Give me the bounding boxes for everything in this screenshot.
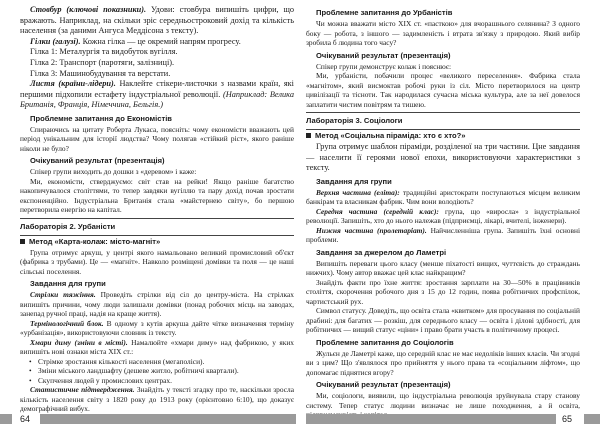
task-step-elite: Верхня частина (еліта): традиційні аристократи поступаються місцем великим банкірам та власникам фабрик. Чим вони володіють? (306, 187, 580, 207)
problem-text-sociologists: Жульєн де Ламетрі каже, що середній клас не має недоліків інших класів. Чи згодні ви з цим? Що з'являлося про прийняття у нього права та «соціальним ліфтом», що допомагає піднятися вгору? (306, 348, 580, 377)
section-divider (20, 235, 294, 236)
branch-item-1: Гілка 1: Металургія та видобуток вугілля. (30, 47, 178, 57)
problem-text-economists: Спираючись на цитату Роберта Лукаса, поясніть: чому економісти вважають цей період унікальним для історії людства? Чому полягав «стійкий ріст», якого раніше ніколи не було? (20, 124, 294, 153)
left-page-content (20, 5, 294, 414)
source-task-text-3: Символ статусу. Доведіть, що освіта стала «квитком» для просування по соціальній драбині: для багатих — розкіш, для середнього класу — освіта і ділові здібності, для робітничих — вищий статус «ціни» і право брати участь в політичному процесі. (306, 306, 580, 335)
bullet-item: • Стрімке зростання кількості населення (мегаполіси). (29, 356, 205, 366)
problem-heading-economists: Проблемне запитання до Економістів (30, 113, 172, 123)
task-step-arrows: Стрілки тяжіння. Проведіть стрілки від сіл до центру-міста. На стрілках випишіть причини, чому люди залишали домівки (понад робочих місць на заводах, занепад ручної праці, надія на краще життя). (20, 290, 294, 319)
problem-heading-urbanists: Проблемне запитання до Урбаністів (316, 8, 453, 17)
page-number-left: 64 (20, 414, 31, 424)
source-task-text-1: Випишіть переваги цього класу (менше піхатості вищих, чуттєвість до страждань нижчих). Чому автор вважає цей клас найкращим? (306, 258, 580, 278)
bullet-dot-icon: • (29, 356, 32, 366)
lab-title-urbanists: Лабораторія 2. Урбаністи (20, 221, 116, 231)
method-heading-urbanists: Метод «Карта-колаж: місто-магніт» (20, 237, 294, 247)
footer-bar (584, 414, 600, 424)
method-text-urbanists: Група отримує аркуш, у центрі якого намальовано великий промисловий об'єкт (фабрика з трубами). Це — «магніт». Навколо розміщені домівки та поля — це наші сільські поселення. (20, 247, 294, 276)
task-step-smoke-clouds: Хмари диму (зміни в місті). Намалюйте «хмари диму» над фабрикою, у яких випишіть нові ознаки міста XIX ст.: (20, 337, 294, 357)
task-step-proletariat: Нижня частина (пролетаріат). Найчисленніша група. Запишіть їхні основні проблеми. (306, 225, 580, 245)
task-heading-sociologists: Завдання для групи (316, 176, 392, 186)
result-heading-economists: Очікуваний результат (презентація) (30, 156, 165, 166)
section-divider (306, 129, 580, 130)
square-bullet-icon (20, 239, 25, 244)
paragraph-leaves: Листя (країни-лідери). Наклейте стікери-листочки з назвами країн, які першими підхопили естафету індустріальної революції. (Наприклад: Велика Британія, Франція, Німеччина, Бельгія.) (20, 79, 294, 110)
footer-bar (40, 414, 296, 424)
lab-title-sociologists: Лабораторія 3. Соціологи (306, 116, 403, 125)
right-page (306, 0, 580, 435)
section-divider (306, 112, 580, 113)
bullet-item: • Зміни міського ландшафту (дешеве житло, робітничі квартали). (29, 366, 239, 376)
method-heading-sociologists: Метод «Соціальна піраміда: хто є хто?» (306, 131, 580, 141)
paragraph-branches: Гілки (галузі). Кожна гілка — це окремий напрям прогресу. (30, 36, 241, 46)
result-heading-urbanists: Очікуваний результат (презентація) (316, 50, 451, 60)
page-number-right: 65 (562, 414, 573, 424)
problem-heading-sociologists: Проблемне запитання до Соціологів (316, 337, 454, 347)
branch-item-3: Гілка 3: Машинобудування та верстати. (30, 68, 171, 78)
section-divider (20, 218, 294, 219)
result-text-urbanists: Ми, урбаністи, побачили процес «великого переселення». Фабрика стала «магнітом», який висмоктав робочі руки із сіл. Місто перетворилося на центр цивілізації та тісноти. Так народилася сучасна міська культура, але за неї довелося заплатити чистим повітрям та тишею. (306, 71, 580, 109)
footer-bar (0, 414, 12, 424)
source-task-text-2: Знайдіть факти про їхне життя: зростання зарплати на 30—50% в працівників століття, скорочення робочого дня з 15 до 12 годин, поява робітничих профспілок, чартистський рух. (306, 277, 580, 306)
bullet-dot-icon: • (29, 375, 32, 385)
problem-text-urbanists: Чи можна вважати місто XIX ст. «пасткою» для вчорашнього селянина? З одного боку — робота, з іншого — задимленість і втрата зв'язку з природою. Який вибір зробила б людина того часу? (306, 19, 580, 47)
task-heading-urbanists: Завдання для групи (30, 279, 106, 289)
result-text-sociologists: Ми, соціологи, виявили, що індустріальна революція зруйнувала стару станову систему. Тепер статус людини визначає не лише походження, а й освіта, (306, 391, 580, 410)
result-intro-economists: Спікер групи виходить до дошки з «деревом» і каже: (30, 167, 197, 177)
bullet-item: • Скупчення людей у промислових центрах. (29, 375, 172, 385)
branch-item-2: Гілка 2: Транспорт (паротяги, залізниці). (30, 57, 175, 67)
result-intro-urbanists: Спікер групи демонструє колаж і пояснює: (316, 61, 452, 71)
left-page (20, 0, 294, 435)
task-step-terminology: Термінологічний блок. В одному з кутів аркуша дайте чітке визначення терміну «урбанізація», використовуючи словник із тексту. (20, 318, 294, 338)
square-bullet-icon (306, 133, 311, 138)
task-step-statistics: Статистичне підтвердження. Знайдіть у тексті згадку про те, наскільки зросла кількість населення світу з 1820 року до 1913 року (орієнтовно 6:10), що доказує демографічний вибух. (20, 385, 294, 414)
paragraph-trunk: Стовбур (ключові показники). Удови: стовбура випишіть цифри, що вражають. Наприклад, на скільки зріс середньостроковий дохід та кількість населення (за даними Ангуса Меддісона з тексту). (20, 5, 294, 36)
source-task-heading: Завдання за джерелом до Ламетрі (316, 247, 447, 257)
method-text-sociologists: Група отримує шаблон піраміди, розділеної на три частини. Цне завдання — населити її героями нової епохи, використовуючи характеристики з тексту. (306, 142, 580, 173)
bullet-dot-icon: • (29, 366, 32, 376)
left-page-footer (0, 414, 300, 424)
footer-bar (306, 414, 556, 424)
task-step-middle-class: Середня частина (середній клас): група, що «виросла» з індустріальної революції. Запишіть, хто до нього належав (підприємці, лікарі, вчителі, інженери). (306, 206, 580, 226)
right-page-footer (300, 414, 600, 424)
result-text-economists: Ми, економісти, стверджуємо: світ став на рейки! Якщо раніше багатство накопичувалося століттями, то тепер завдяки вугіллю та пару дохід почав зростати експоненційно. Індустріальна Британія стала «майстернею світу», бо першою перетворила енергію на капітал. (20, 176, 294, 215)
result-heading-sociologists: Очікуваний результат (презентація) (316, 380, 451, 390)
right-page-content (306, 5, 580, 420)
